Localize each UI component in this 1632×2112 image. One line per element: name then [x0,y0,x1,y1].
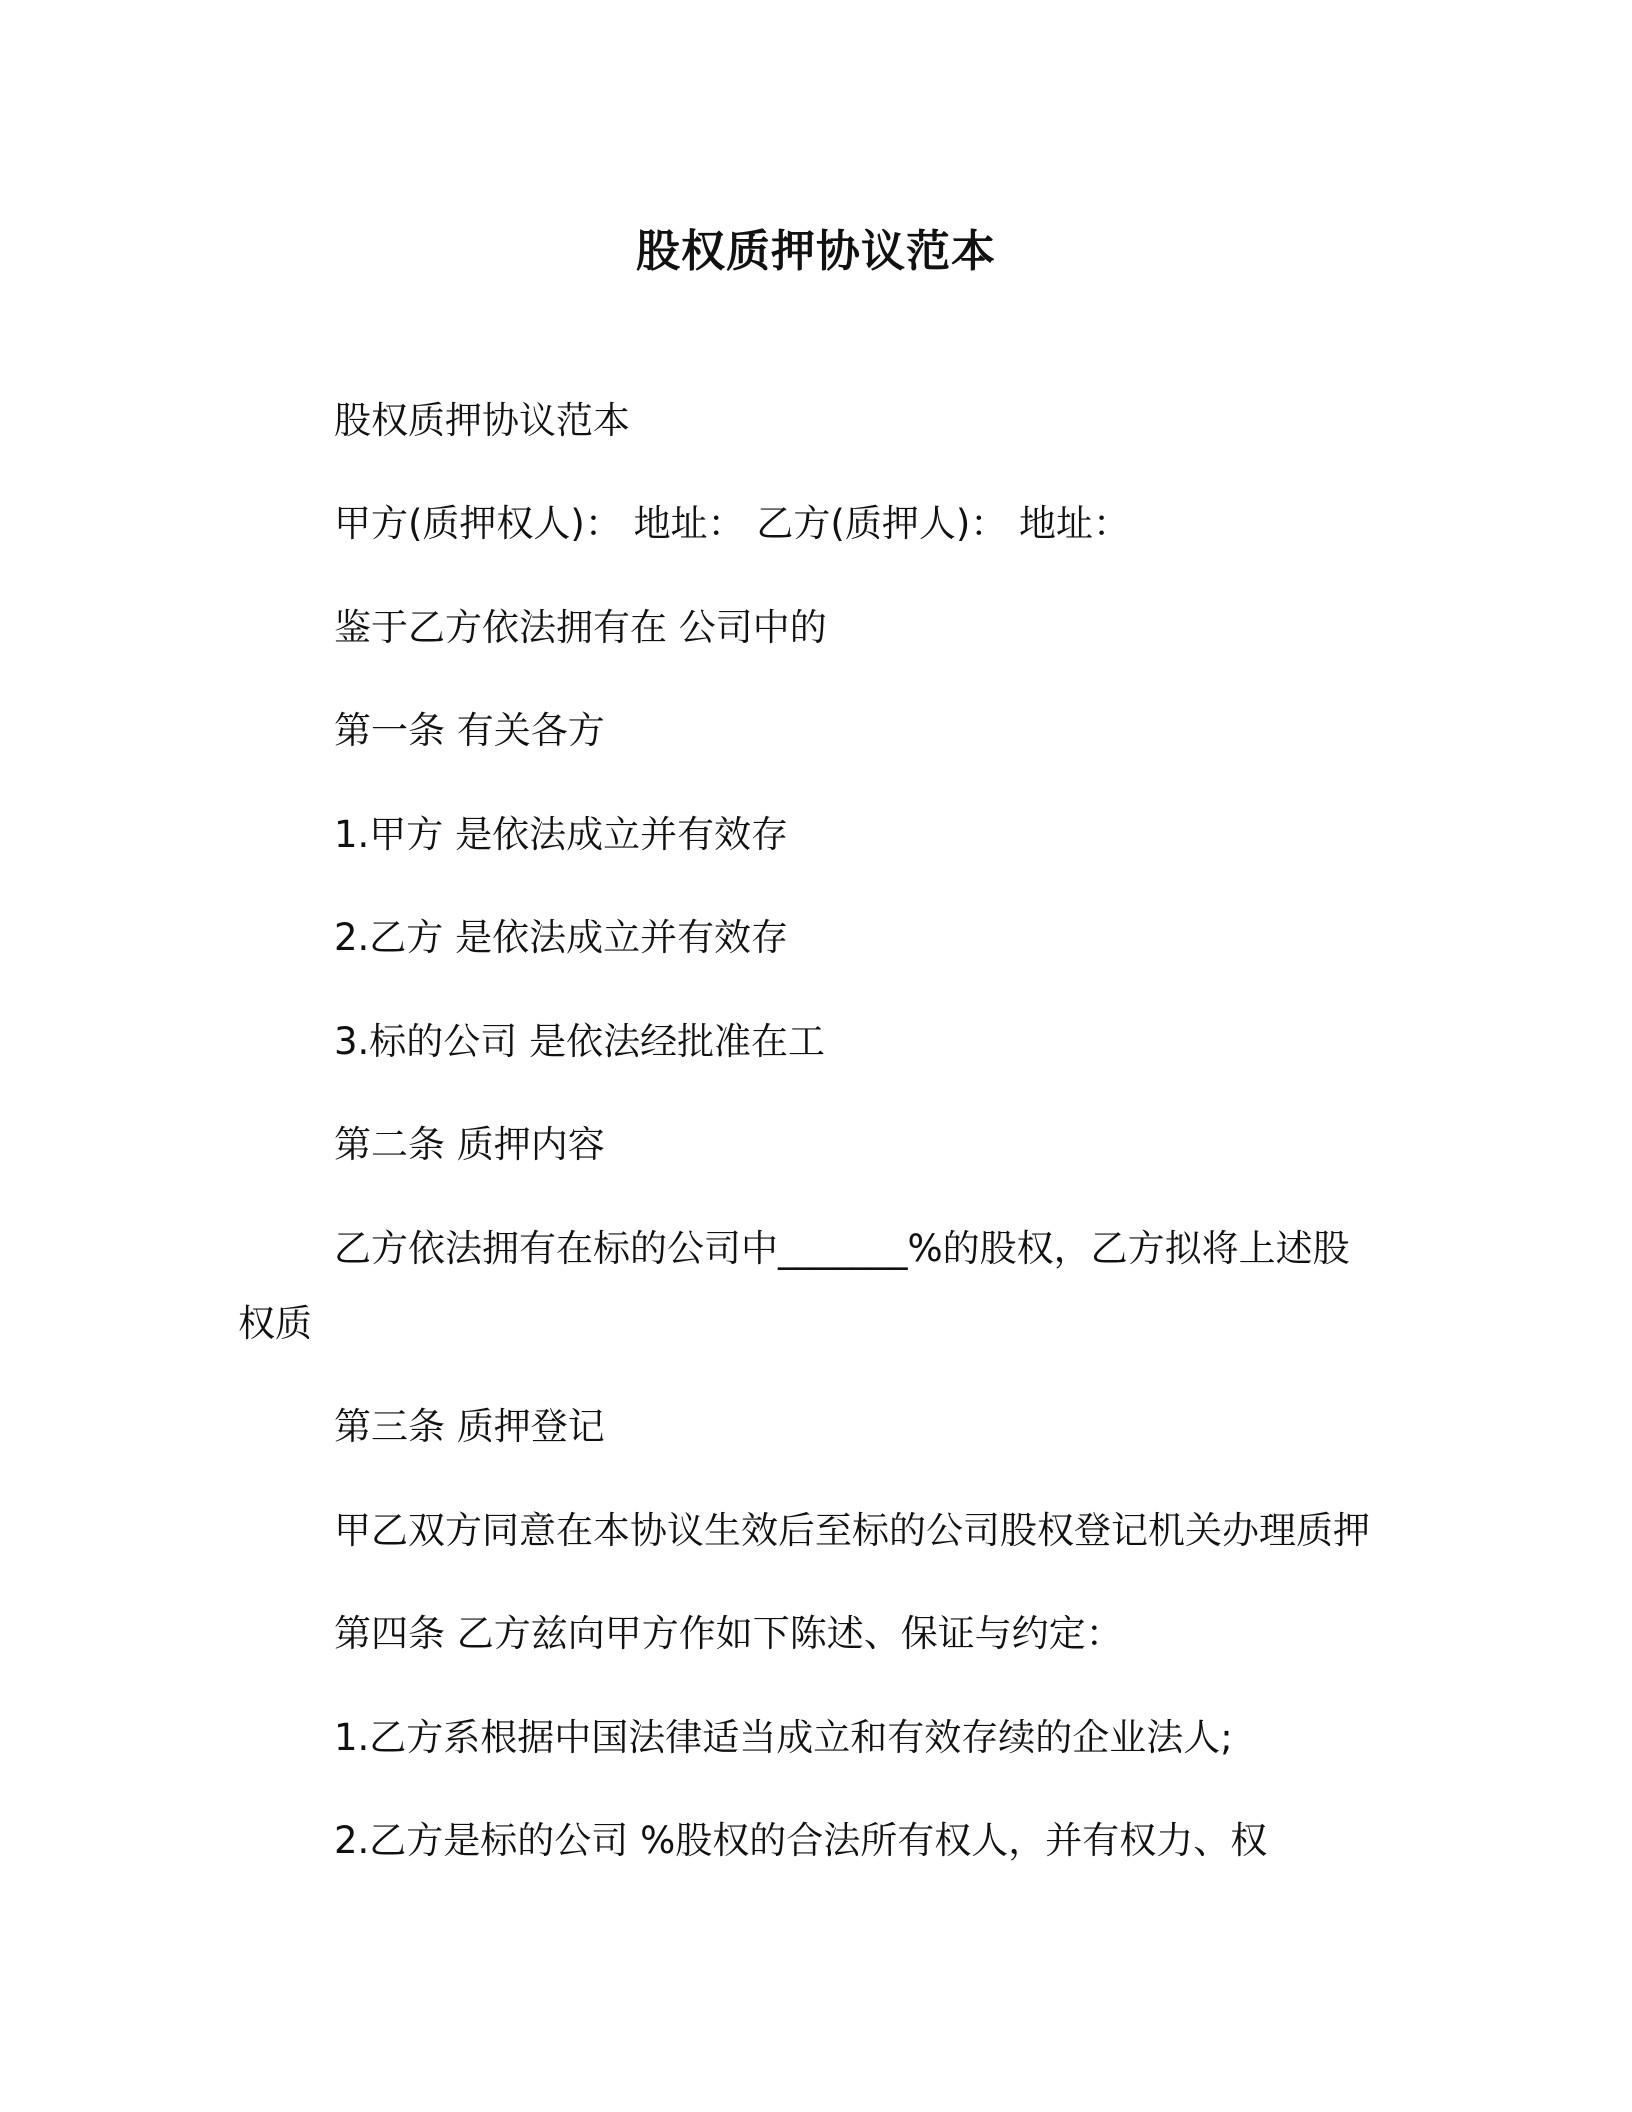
paragraph: 甲乙双方同意在本协议生效后至标的公司股权登记机关办理质押 [334,1509,1370,1552]
paragraph: 乙方依法拥有在标的公司中_______%的股权，乙方拟将上述股 [334,1227,1350,1270]
document-title: 股权质押协议范本 [636,226,996,277]
article-heading: 第一条 有关各方 [334,709,605,752]
paragraph: 股权质押协议范本 [334,399,630,442]
paragraph: 1.乙方系根据中国法律适当成立和有效存续的企业法人; [334,1716,1233,1759]
paragraph: 甲方(质押权人)： 地址： 乙方(质押人)： 地址： [334,502,1131,545]
article-heading: 第二条 质押内容 [334,1123,605,1166]
paragraph: 1.甲方 是依法成立并有效存 [334,813,789,856]
article-heading: 第三条 质押登记 [334,1405,605,1448]
paragraph-continuation: 权质 [238,1302,312,1345]
article-heading: 第四条 乙方兹向甲方作如下陈述、保证与约定： [334,1612,1123,1655]
paragraph: 3.标的公司 是依法经批准在工 [334,1020,826,1063]
paragraph: 2.乙方 是依法成立并有效存 [334,916,789,959]
paragraph: 鉴于乙方依法拥有在 公司中的 [334,606,827,649]
paragraph: 2.乙方是标的公司 %股权的合法所有权人，并有权力、权 [334,1819,1268,1862]
